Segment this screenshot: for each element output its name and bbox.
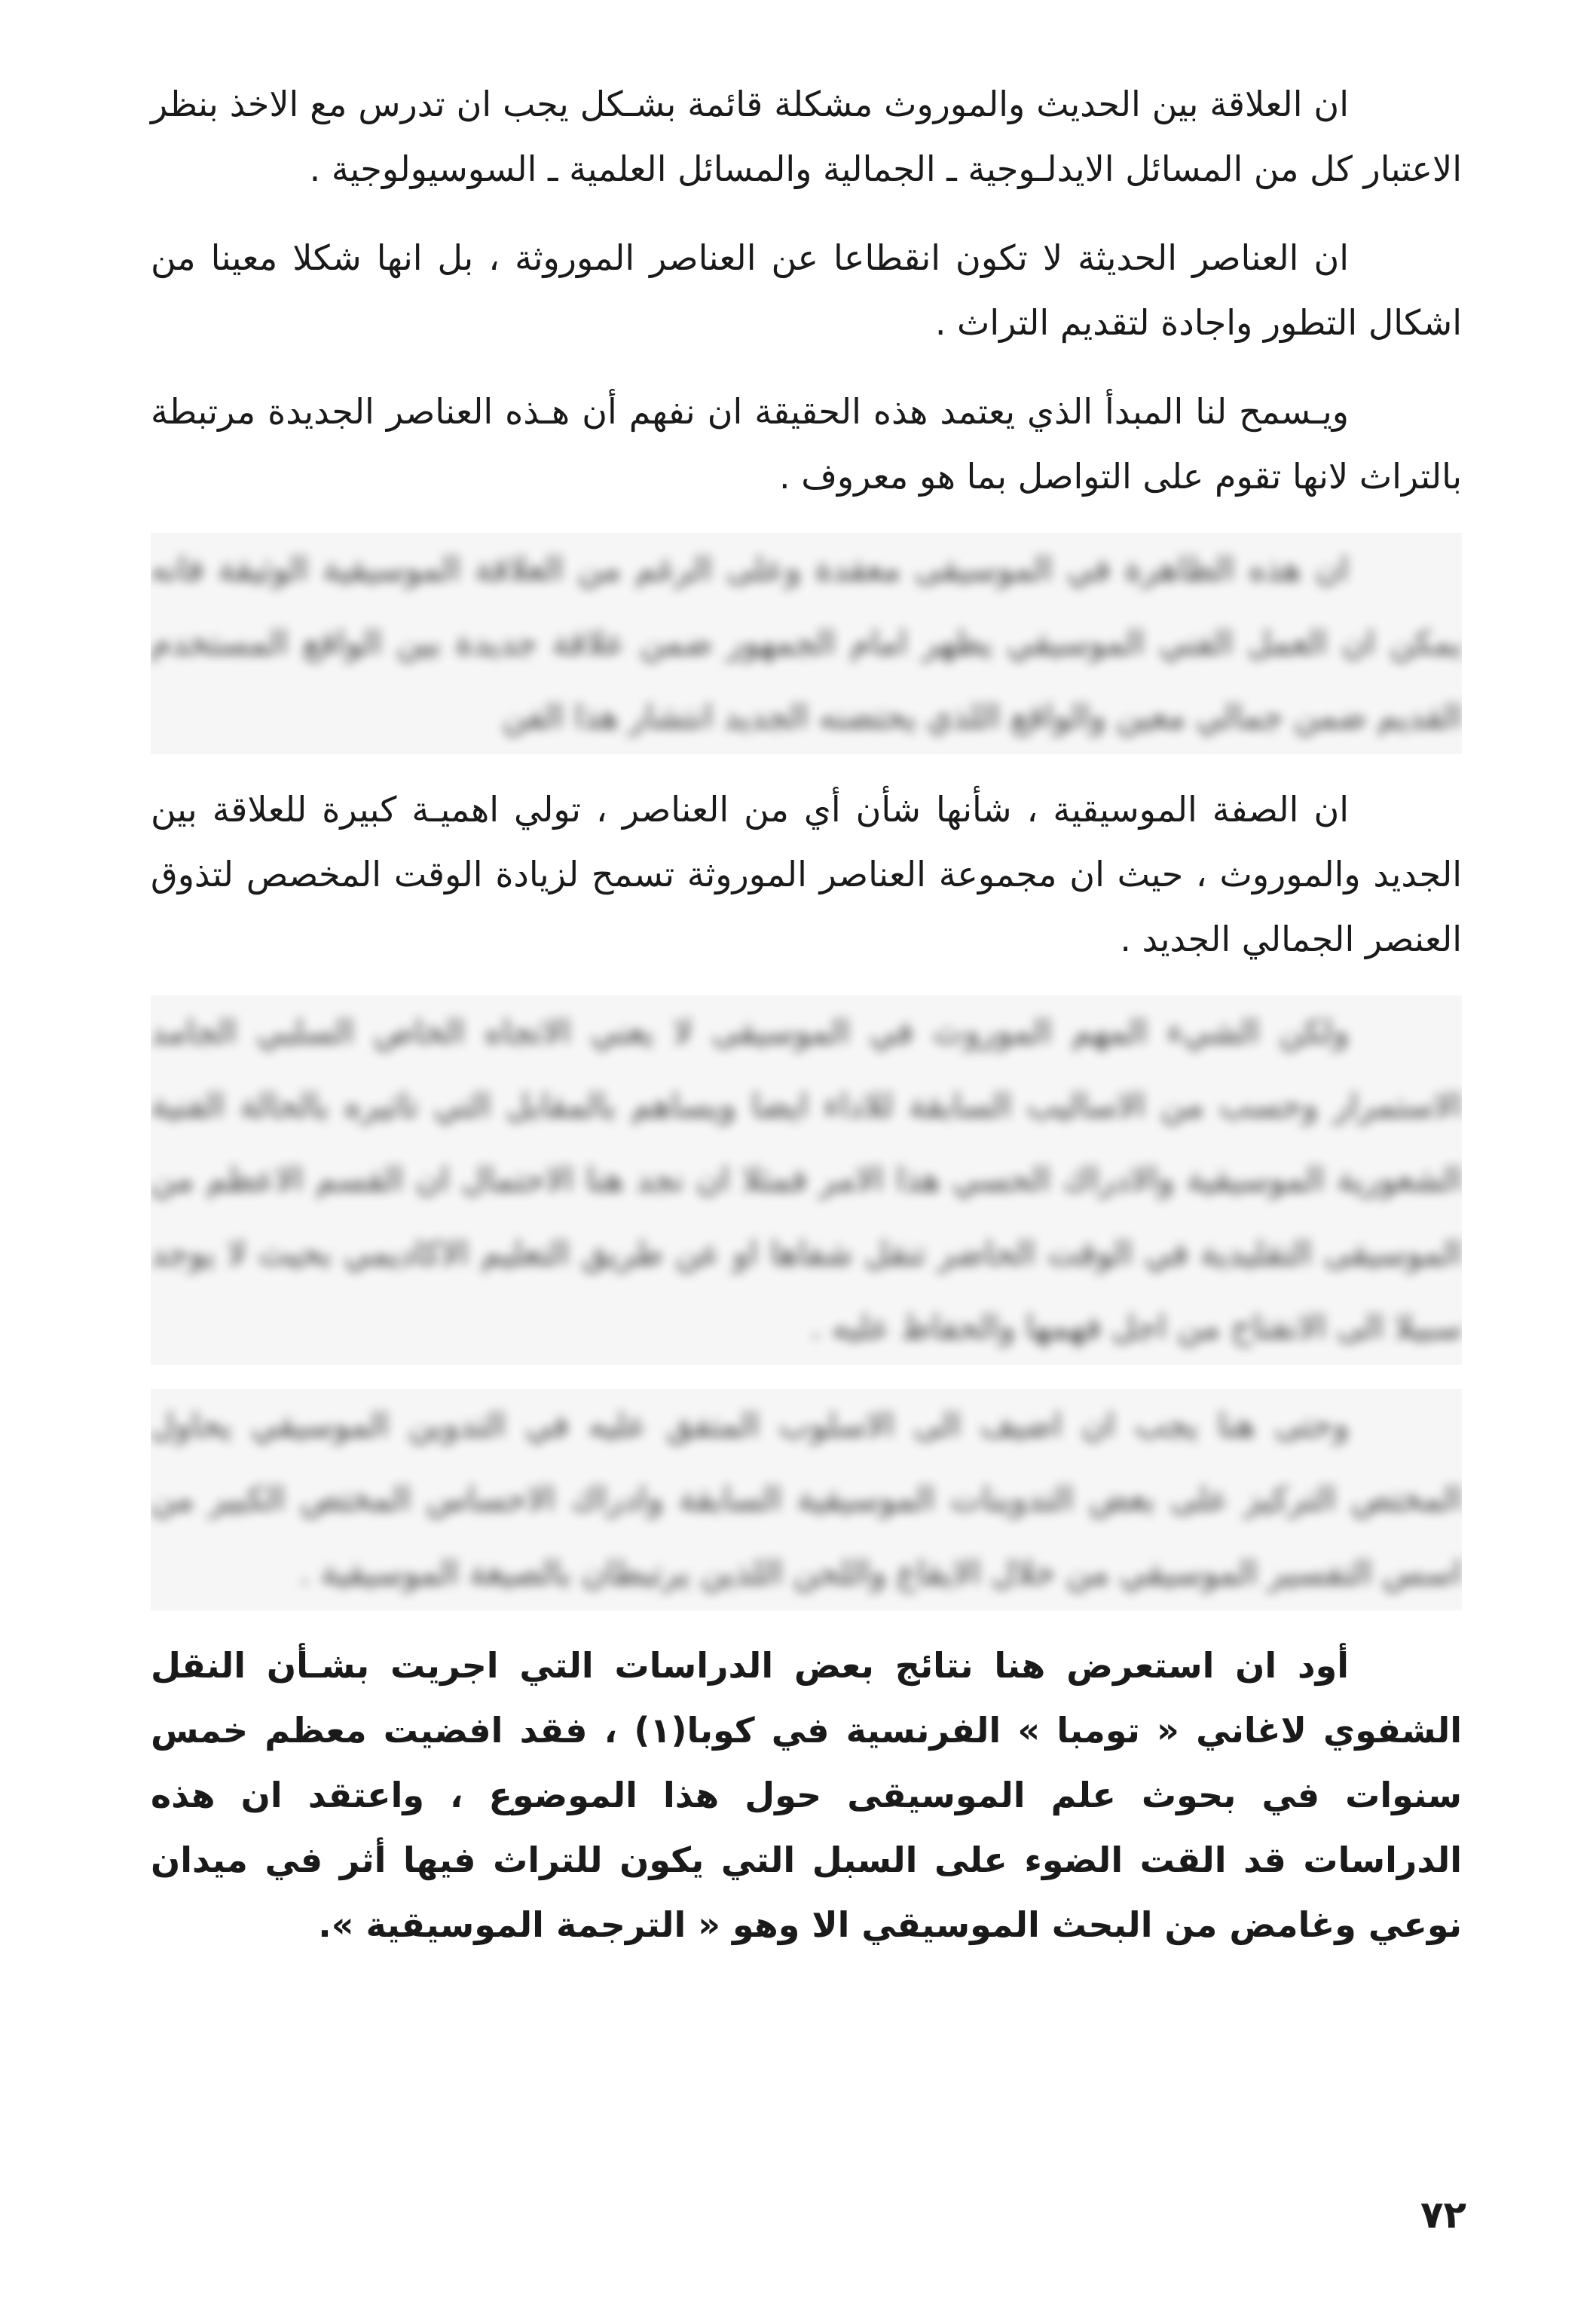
paragraph-3: ويـسمح لنا المبدأ الذي يعتمد هذه الحقيقة ان نفهم أن هـذه العناصر الجديدة مرتبطة بالتراث لانها تقوم على التواصل بما هو معروف . [151, 391, 1462, 497]
blurred-text-1: ان هذه الظاهرة في الموسيقى معقدة وعلى الرغم من العلاقة الموسيقية الوثيقة فانه يمكن ان العمل الفني الموسيقي يظهر امام الجمهور ضمن علاقة جديدة بين الواقع المستخدم القديم ضمن جمالي معين والواقع اللذي يحتضنه الجديد انتشار هذا الفن [151, 550, 1462, 736]
paragraph-4: ان الصفة الموسيقية ، شأنها شأن أي من العناصر ، تولي اهميـة كبيرة للعلاقة بين الجديد والموروث ، حيث ان مجموعة العناصر الموروثة تسمح لزيادة الوقت المخصص لتذوق العنصر الجمالي الجديد . [151, 789, 1462, 959]
blurred-text-3: وحتى هنا يجب ان اضيف الى الاسلوب المتفق عليه في التدوين الموسيقي يحاول المختص التركيز على بعض التدوينات الموسيقية السابقة وادراك الاحساس المختص الكبير من اسس التفسير الموسيقي من خلال الايقاع واللحن اللذين يرتبطان بالصيغة الموسيقية . [151, 1406, 1462, 1592]
paragraph-2: ان العناصر الحديثة لا تكون انقطاعا عن العناصر الموروثة ، بل انها شكلا معينا من اشكال التطور واجادة لتقديم التراث . [151, 237, 1462, 343]
blurred-block-3 [151, 1389, 1462, 1610]
blurred-text-2: ولكن الشيء المهم الموروث في الموسيقى لا يعني الاتجاه الخاص السلبي الجامد الاستمرار وحسب من الاساليب السابقة للاداء ايضا ويساهم بالمقابل التي تاثيره بالحالة الفنية الشعورية الموسيقية والادراك الحسي هذا الامر فمثلا ان نجد هنا الاحتمال ان القسم الاعظم من الموسيقى التقليدية في الوقت الحاضر تنقل شفاها او عن طريق التعليم الاكاديمي بحيث لا يوجد سبيلا الى الانفتاح من اجل فهمها والحفاظ عليه . [151, 1013, 1462, 1347]
blurred-block-1 [151, 533, 1462, 754]
blurred-block-2 [151, 995, 1462, 1365]
paragraph-1: ان العلاقة بين الحديث والموروث مشكلة قائمة بشـكل يجب ان تدرس مع الاخذ بنظر الاعتبار كل من المسائل الايدلـوجية ـ الجمالية والمسائل العلمية ـ السوسيولوجية . [151, 84, 1462, 189]
page-number: ٧٢ [1420, 2193, 1467, 2237]
paragraph-5: أود ان استعرض هنا نتائج بعض الدراسات التي اجريت بشـأن النقل الشفوي لاغاني « تومبا » الفرنسية في كوبا(١) ، فقد افضيت معظم خمس سنوات في بحوث علم الموسيقى حول هذا الموضوع ، واعتقد ان هذه الدراسات قد القت الضوء على السبل التي يكون للتراث فيها أثر في ميدان نوعي وغامض من البحث الموسيقي الا وهو « الترجمة الموسيقية ». [151, 1645, 1462, 1945]
text-column [151, 72, 1462, 1957]
